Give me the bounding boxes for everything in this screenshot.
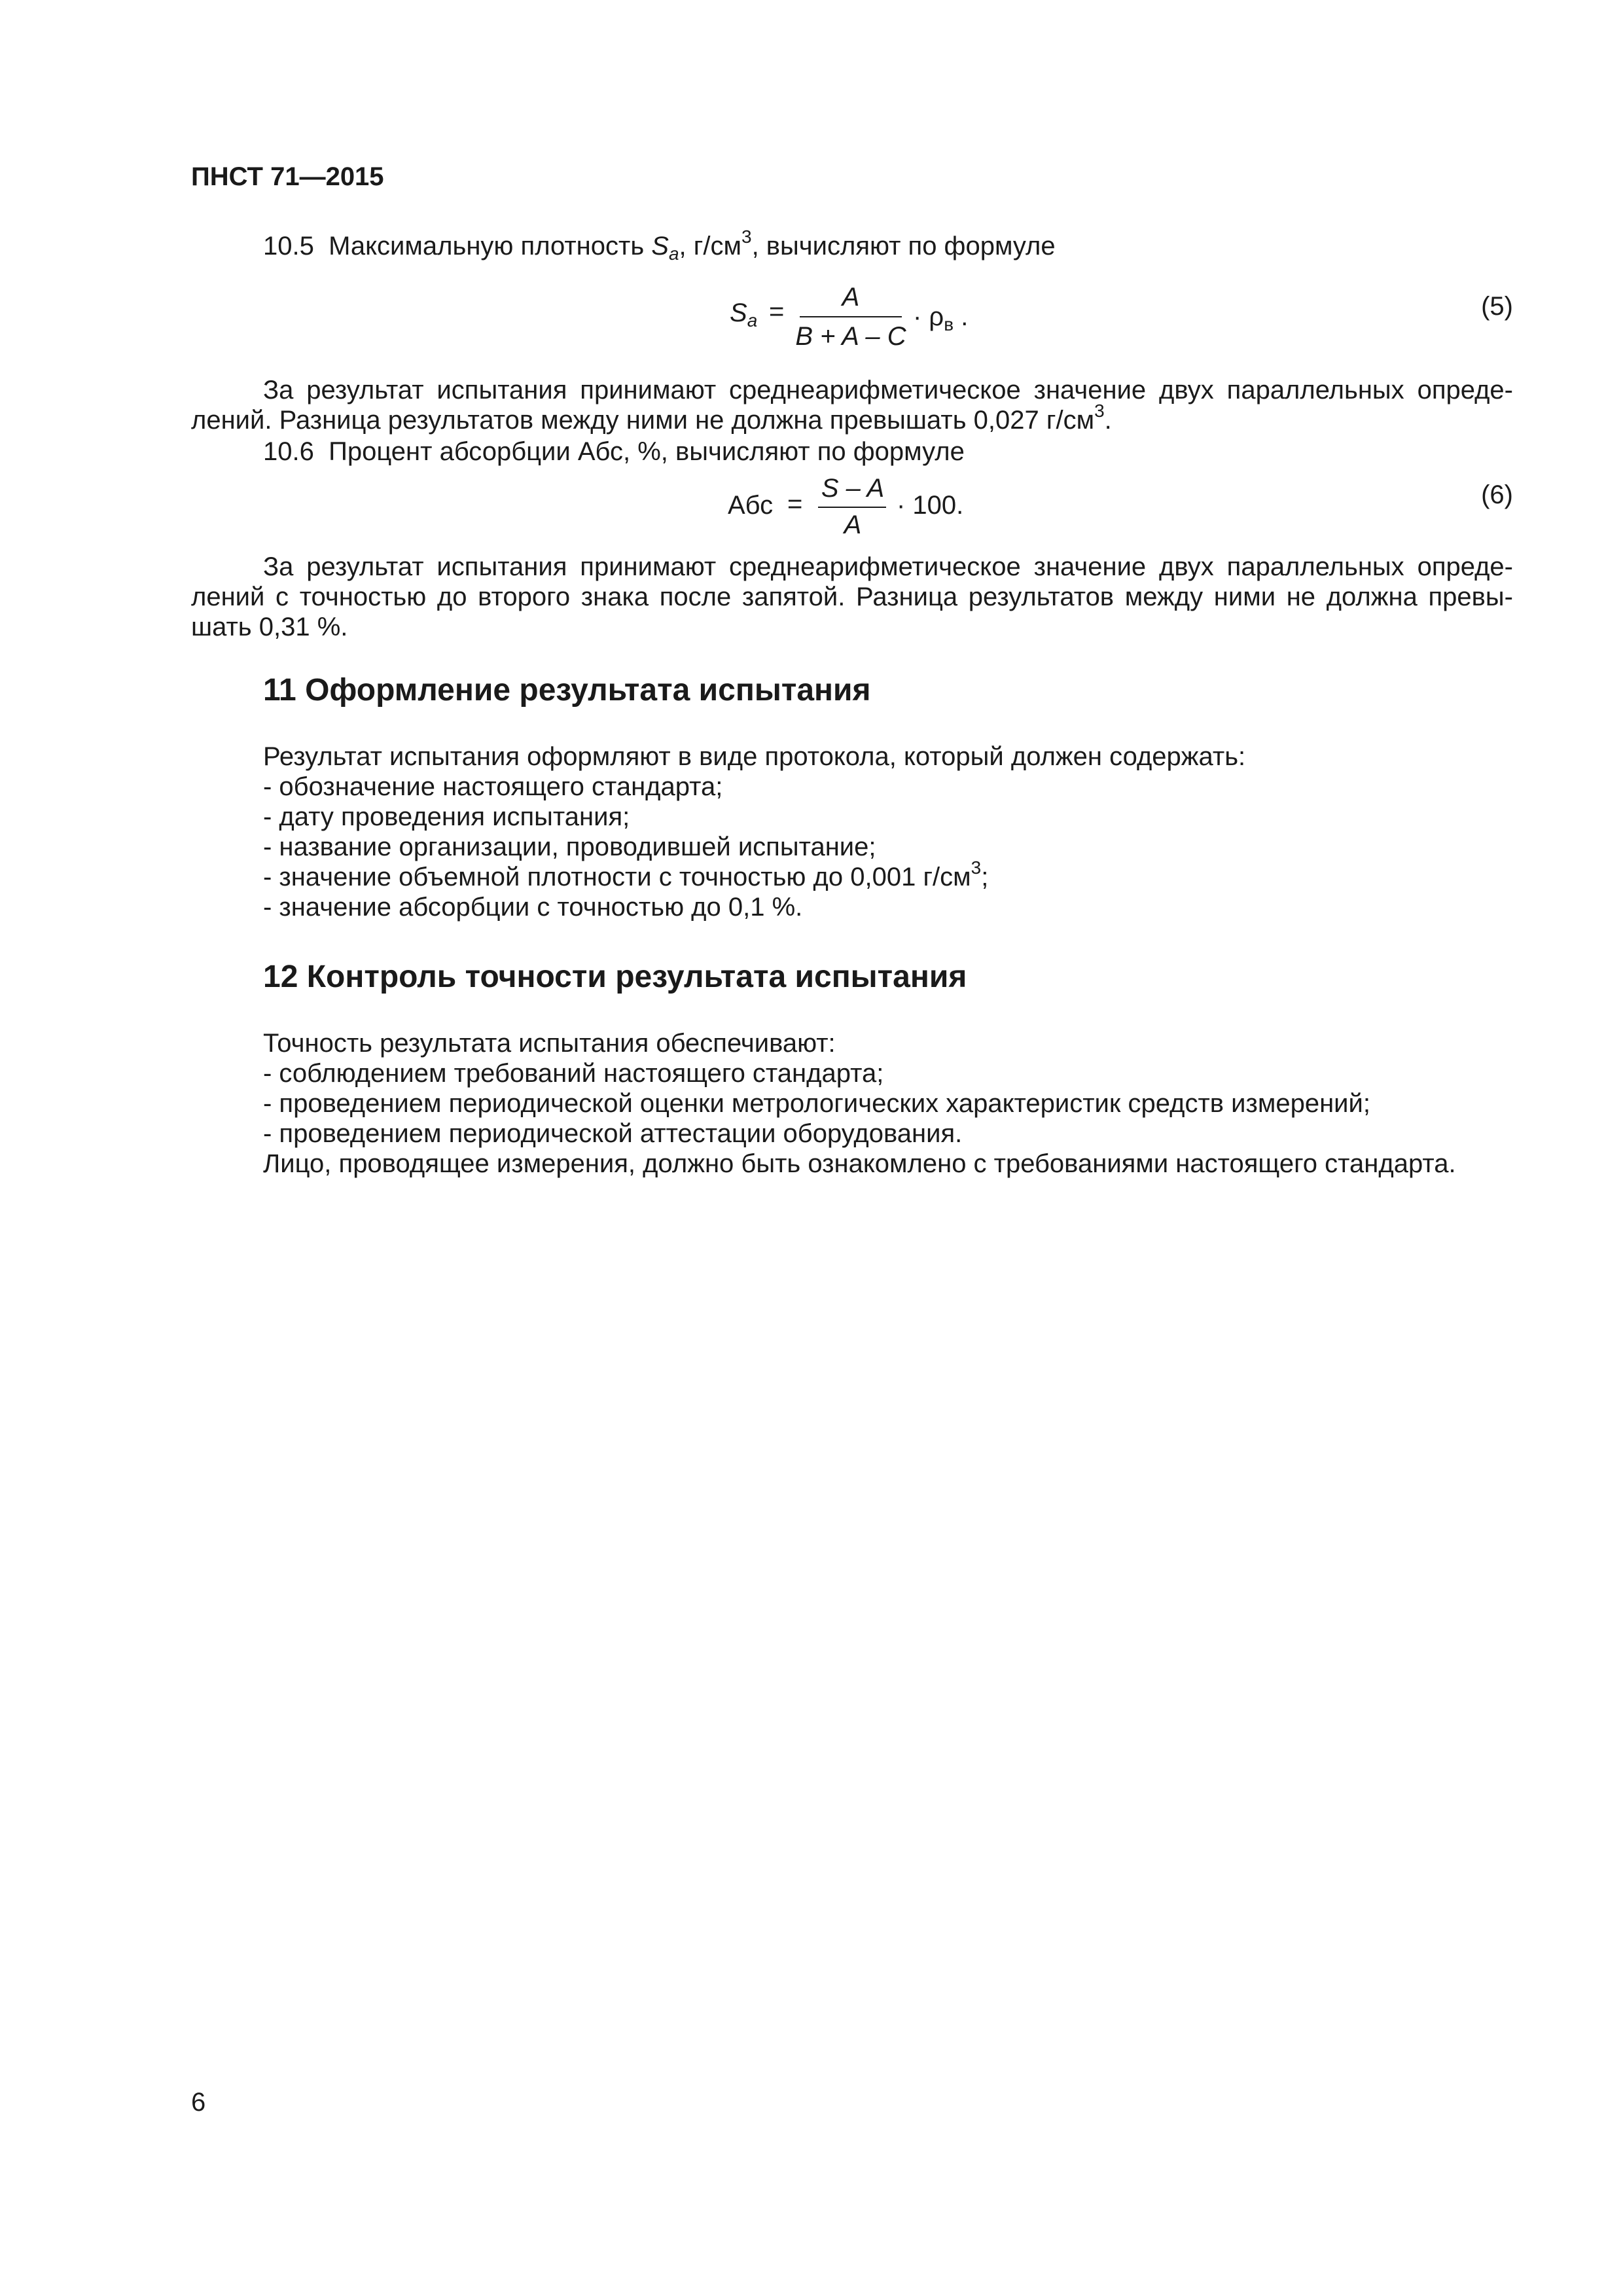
paragraph-line: За результат испытания принимают среднеарифметическое значение двух параллельных опреде- <box>263 552 1513 581</box>
list-item: - проведением периодической оценки метрологических характеристик средств измерений; <box>263 1089 1370 1118</box>
list-item: - название организации, проводившей испытание; <box>263 833 876 861</box>
clause-number: 10.6 <box>263 437 314 466</box>
list-item: - соблюдением требований настоящего стандарта; <box>263 1059 884 1088</box>
list-item: - обозначение настоящего стандарта; <box>263 772 723 801</box>
clause-text: , вычисляют по формуле <box>751 232 1056 260</box>
paragraph-line: лений. Разница результатов между ними не должна превышать 0,027 $г/см^3$. <box>191 401 1112 435</box>
clause-text: , г/см <box>679 232 741 260</box>
paragraph-line: За результат испытания принимают среднеарифметическое значение двух параллельных опреде- <box>263 376 1513 404</box>
superscript: 3 <box>741 226 752 247</box>
equation-tail: · $\rho_в$ . <box>913 302 969 334</box>
clause-text: Максимальную плотность <box>329 232 652 260</box>
paragraph-line: лений с точностью до второго знака после запятой. Разница результатов между ними не должна превы- <box>191 583 1513 611</box>
variable-subscript: a <box>668 243 679 264</box>
equation-number: (5) <box>1481 292 1513 321</box>
fraction-denominator: A <box>844 511 862 539</box>
paragraph-line: шать 0,31 %. <box>191 613 348 641</box>
equation-lhs: Абс <box>728 491 774 520</box>
section-heading-11: 11 Оформление результата испытания <box>263 673 871 708</box>
clause-text: Процент абсорбции Абс, %, вычисляют по формуле <box>329 437 965 466</box>
variable: S <box>651 232 669 260</box>
clause-number: 10.5 <box>263 232 314 260</box>
fraction-numerator: S – A <box>821 474 885 503</box>
list-item: - дату проведения испытания; <box>263 802 630 831</box>
fraction-denominator: B + A – C <box>795 322 906 351</box>
equation-equals: = <box>769 297 785 326</box>
fraction-numerator: A <box>842 283 860 312</box>
fraction-bar <box>800 316 902 317</box>
list-item: - проведением периодической аттестации оборудования. <box>263 1119 963 1148</box>
clause-10-6 <box>263 436 965 467</box>
equation-number: (6) <box>1481 480 1513 509</box>
clause-10-5 <box>263 226 1056 264</box>
page-number: 6 <box>191 2088 206 2117</box>
section-intro: Точность результата испытания обеспечивают: <box>263 1029 836 1058</box>
list-item: - значение абсорбции с точностью до 0,1 %. <box>263 893 803 922</box>
document-header: ПНСТ 71—2015 <box>191 162 384 191</box>
fraction-bar <box>818 507 886 508</box>
equation-equals: = <box>787 490 803 518</box>
section-intro: Результат испытания оформляют в виде протокола, который должен содержать: <box>263 742 1246 771</box>
list-item: - значение объемной плотности с точностью до 0,001 $г/см^3$; <box>263 857 989 891</box>
closing-sentence: Лицо, проводящее измерения, должно быть ознакомлено с требованиями настоящего стандарта. <box>263 1149 1456 1178</box>
equation-lhs: $S_a$ <box>730 298 758 331</box>
section-heading-12: 12 Контроль точности результата испытания <box>263 960 967 994</box>
equation-tail: · 100. <box>897 491 964 520</box>
